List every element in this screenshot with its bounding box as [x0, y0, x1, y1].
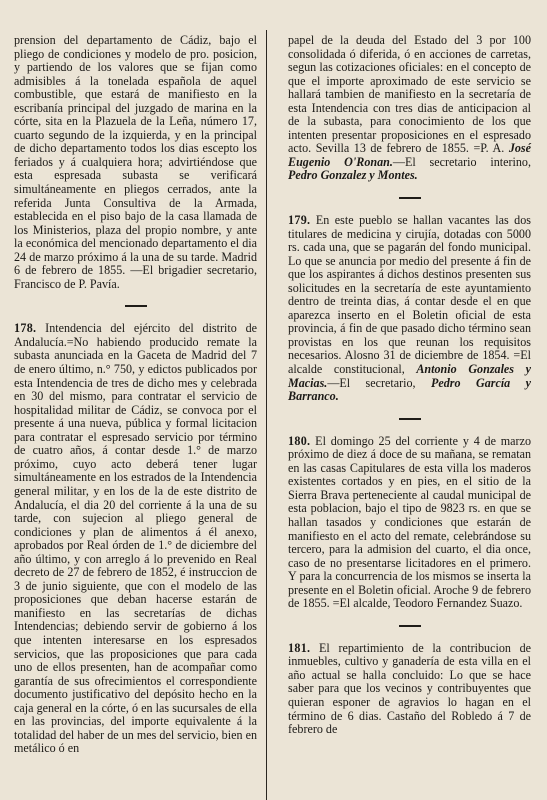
- paragraph-continuation: prension del departamento de Cádiz, bajo el pliego de condiciones y modelo de pro. posicion, y partiendo de los valores que se fijan como admisibles á la tonelada española de aquel combustible, que estará de manifiesto en la escribanía principal del juzgado de marina en la córte, sita en la Plazuela de la Leña, número 17, cuarto segundo de la izquierda, y en la principal de dicho departamento todos los dias escepto los feriados y á cualquiera hora; advirtiéndose que esta espresada subasta se verificará simultáneamente en pliegos cerrados, ante la referida Junta Consultiva de la Armada, establecida en el piso bajo de la casa llamada de los Ministerios, plaza del propio nombre, y ante la económica del mencionado departamento el dia 24 de marzo próximo á la una de su tarde. Madrid 6 de febrero de 1855. —El brigadier secretario, Francisco de P. Pavía.: [14, 33, 257, 291]
- notice-number: 181.: [288, 640, 311, 655]
- notice-179: [288, 214, 531, 404]
- section-separator: [125, 305, 147, 307]
- column-divider: [266, 30, 267, 800]
- notice-number: 180.: [288, 433, 311, 448]
- paragraph-continuation-right: [288, 34, 531, 183]
- signature-name: Pedro García y Barranco.: [288, 375, 531, 404]
- notice-text: El repartimiento de la contribucion de inmuebles, cultivo y ganadería de esta villa en el año actual se halla concluido: Lo que se hace saber para que los vecinos y contribuyentes que quieran esponer de agravios lo hagan en el término de 6 dias. Castaño del Robledo á 7 de febrero de: [288, 640, 531, 737]
- text-run: —El secretario interino,: [392, 154, 532, 169]
- notice-number: 179.: [288, 213, 311, 228]
- left-column: [14, 34, 257, 756]
- section-separator: [399, 625, 421, 627]
- notice-180: [288, 435, 531, 611]
- text-run: —El secretario,: [327, 375, 431, 390]
- text-run: papel de la deuda del Estado del 3 por 100 consolidada ó diferida, ó en acciones de carretas, segun las cotizaciones oficiales: en el concepto de que el importe aproximado de este servicio se hallará tambien de manifiesto en la secretaría de esta Intendencia con tres dias de anticipacion al de la subasta, para conocimiento de los que intenten presentar proposiciones en el espresado acto. Sevilla 13 de febrero de 1855. =P. A.: [288, 33, 531, 156]
- right-column: [288, 34, 531, 737]
- section-separator: [399, 197, 421, 199]
- notice-text: En este pueblo se hallan vacantes las dos titulares de medicina y cirujía, dotadas con 5000 rs. cada una, que se pagarán del fondo municipal. Lo que se anuncia por medio del presente á fin de que los aspirantes á dichos destinos presenten sus solicitudes en la secretaría de este ayuntamiento dentro de treinta dias, á contar desde el en que aparezca inserto en el Boletin oficial de esta provincia, á fin de que pasado dicho término sean provistas en los que reunan los requisitos necesarios. Alosno 31 de diciembre de 1854. =El alcalde constitucional,: [288, 213, 531, 377]
- signature-name: Pedro Gonzalez y Montes.: [288, 168, 418, 183]
- notice-number: 178.: [14, 321, 37, 336]
- notice-text: El domingo 25 del corriente y 4 de marzo próximo de diez á doce de su mañana, se rematan en las casas Capitulares de esta villa los maderos existentes cortados y en pies, en el sitio de la Sierra Brava perteneciente al caudal municipal de esta poblacion, bajo el tipo de 9823 rs. en que se hallan tasados y condiciones que estarán de manifiesto en el acto del remate, celebrándose su tercero, para la admision del cuarto, el dia once, caso de no presentarse licitadores en el primero. Y para la concurrencia de los mismos se inserta la presente en el Boletin oficial. Aroche 9 de febrero de 1855. =El alcalde, Teodoro Fernandez Suazo.: [288, 433, 531, 611]
- section-separator: [399, 418, 421, 420]
- notice-text: Intendencia del ejército del distrito de Andalucía.=No habiendo producido remate la subasta anunciada en la Gaceta de Madrid del 7 de enero último, n.° 750, y edictos publicados por esta Intendencia de tres de dicho mes y celebrada en 30 del mismo, para contratar el servicio de hospitalidad militar de Cádiz, se convoca por el presente á una nueva, pública y formal licitacion para contratar el espresado servicio por término de cuatro años, á contar desde 1.° de marzo próximo, cuyo acto deberá tener lugar simultáneamente en los estrados de la Intendencia general militar, y en los de la de este distrito de Andalucía, el dia 20 del corriente á la una de su tarde, con sujecion al pliego general de condiciones y plan de alimentos á él anexo, aprobados por Real órden de 1.° de diciembre del año último, y con arreglo á lo prevenido en Real decreto de 27 de febrero de 1852, é instruccion de 3 de junio siguiente, que con el modelo de las proposiciones que deban hacerse estarán de manifiesto en las secretarías de dichas Intendencias; debiendo servir de gobierno á los que intenten interesarse en los espresados servicios, que las proposiciones que para cada uno de ellos presenten, han de acompañar como garantía de sus ofrecimientos el correspondiente documento justificativo del depósito hecho en la caja general en la córte, ó en las sucursales de ella en las provincias, del importe equivalente á la totalidad del haber de un mes del servicio, bien en metálico ó en: [14, 321, 257, 756]
- notice-181: [288, 642, 531, 737]
- signature-name: Antonio Gonzales y Macias.: [288, 362, 531, 390]
- notice-178: [14, 322, 257, 756]
- signature-name: José Eugenio O'Ronan.: [288, 141, 531, 169]
